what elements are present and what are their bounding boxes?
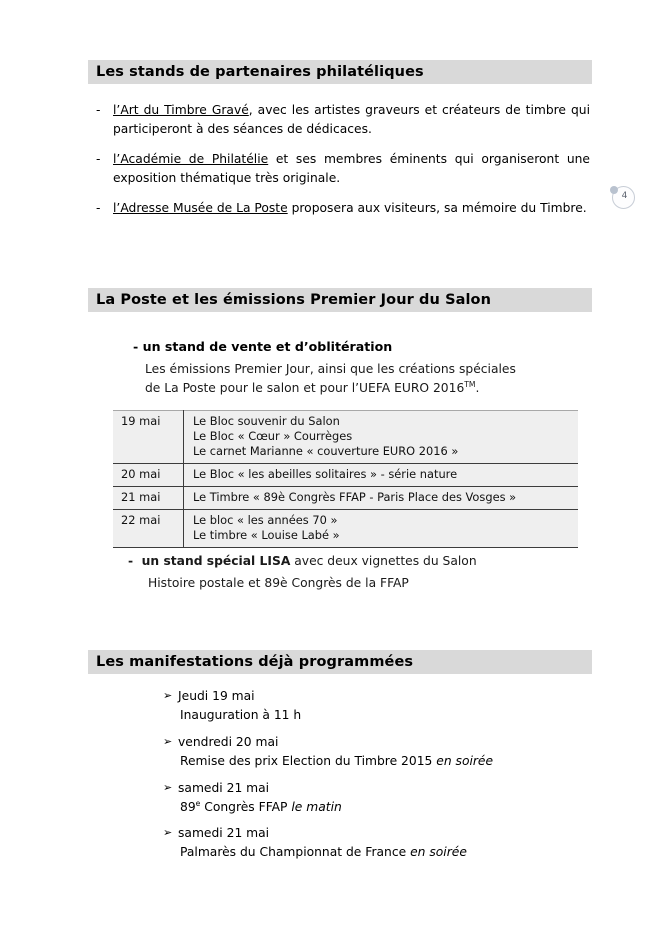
list-item — [163, 824, 467, 861]
stand-lisa-line2: Histoire postale et 89è Congrès de la FFAP — [148, 575, 409, 590]
table-cell-line: Le carnet Marianne « couverture EURO 2016 » — [193, 444, 459, 458]
table-cell-line: Le timbre « Louise Labé » — [193, 528, 340, 542]
list-item-line2 — [180, 706, 301, 725]
table-cell-date: 19 mai — [113, 411, 184, 464]
table-cell-date: 22 mai — [113, 510, 184, 548]
list-item-rest: et ses membres éminents qui organiseront une exposition thématique très originale. — [113, 152, 590, 185]
page-annotation-marker[interactable] — [612, 186, 635, 209]
stand-lisa-line1 — [128, 552, 578, 571]
table-row — [113, 411, 578, 464]
stand-lisa-block — [128, 552, 578, 592]
stand-lisa-dash: - — [128, 554, 134, 568]
section-title-text: Les manifestations déjà programmées — [96, 653, 414, 670]
page-marker-number: 4 — [621, 190, 628, 201]
list-item — [96, 199, 590, 218]
list-item — [96, 101, 590, 138]
list-item-line1: samedi 21 mai — [178, 781, 270, 795]
list-item-rest: proposera aux visiteurs, sa mémoire du Timbre. — [287, 201, 587, 215]
arrow-bullet-icon: ➢ — [163, 735, 173, 748]
stand-lisa-bold: un stand spécial LISA — [141, 554, 291, 568]
table-cell-description — [184, 487, 579, 510]
table-cell-line: Le Bloc souvenir du Salon — [193, 414, 340, 428]
line2-pre: Palmarès du Championnat de France — [180, 844, 411, 859]
list-item — [163, 733, 493, 770]
line2-mid: Congrès FFAP — [200, 799, 292, 814]
table-cell-line: Le Bloc « les abeilles solitaires » - série nature — [193, 467, 458, 481]
section-heading-stands-partenaires — [88, 60, 592, 84]
list-item-body — [178, 779, 342, 816]
list-item-line1: vendredi 20 mai — [178, 735, 279, 749]
stand-vente-line2-pre: de La Poste pour le salon et pour l’UEFA EURO 2016 — [145, 380, 465, 395]
subheading-stand-vente: - un stand de vente et d’oblitération — [133, 339, 393, 354]
list-item — [163, 687, 301, 724]
dash-bullet-icon: - — [96, 152, 101, 166]
list-item-rest: , avec les artistes graveurs et créateurs de timbre qui participeront à des séances de dédicaces. — [113, 103, 590, 136]
table-cell-line: Le bloc « les années 70 » — [193, 513, 338, 527]
list-item-lead: l’Art du Timbre Gravé — [113, 103, 249, 117]
table-row — [113, 464, 578, 487]
section-title-text: Les stands de partenaires philatéliques — [96, 63, 424, 80]
section-heading-emissions-premier-jour — [88, 288, 592, 312]
marker-dot-icon — [610, 186, 618, 194]
schedule-table — [113, 410, 578, 548]
stand-vente-line2 — [145, 379, 575, 398]
line2-pre: Inauguration à 11 h — [180, 707, 302, 722]
list-item-body — [178, 733, 493, 770]
line2-italic: en soirée — [410, 844, 467, 859]
list-item-body — [113, 150, 590, 187]
list-item-lead: l’Adresse Musée de La Poste — [113, 201, 288, 215]
table-cell-line: Le Timbre « 89è Congrès FFAP - Paris Place des Vosges » — [193, 490, 517, 504]
list-item-line2 — [180, 752, 493, 771]
line2-italic: en soirée — [436, 753, 494, 768]
table-cell-date: 21 mai — [113, 487, 184, 510]
section-heading-manifestations — [88, 650, 592, 674]
table-cell-description — [184, 510, 579, 548]
line2-pre: 89 — [180, 799, 196, 814]
arrow-bullet-icon: ➢ — [163, 826, 173, 839]
stand-vente-line2-post: . — [475, 380, 480, 395]
table-row — [113, 487, 578, 510]
list-item-body — [113, 101, 590, 138]
line2-italic: le matin — [291, 799, 342, 814]
stand-vente-line1: Les émissions Premier Jour, ainsi que les créations spéciales — [145, 362, 516, 376]
arrow-bullet-icon: ➢ — [163, 689, 173, 702]
ordinal-superscript: e — [195, 798, 201, 808]
stand-vente-description — [145, 360, 575, 397]
list-item-lead: l’Académie de Philatélie — [113, 152, 269, 166]
list-item-line2 — [180, 843, 467, 862]
table-row — [113, 510, 578, 548]
list-item-line2 — [180, 798, 342, 817]
trademark-superscript: TM — [464, 379, 476, 389]
arrow-bullet-icon: ➢ — [163, 781, 173, 794]
list-item-line1: Jeudi 19 mai — [178, 689, 255, 703]
section-title-text: La Poste et les émissions Premier Jour du Salon — [96, 291, 492, 308]
table-cell-description — [184, 464, 579, 487]
dash-bullet-icon: - — [96, 201, 101, 215]
list-item-line1: samedi 21 mai — [178, 826, 270, 840]
list-item — [163, 779, 342, 816]
stand-lisa-rest: avec deux vignettes du Salon — [290, 554, 477, 568]
dash-bullet-icon: - — [96, 103, 101, 117]
list-item-body — [178, 824, 467, 861]
list-item-body — [178, 687, 301, 724]
table-cell-line: Le Bloc « Cœur » Courrèges — [193, 429, 353, 443]
list-item — [96, 150, 590, 187]
list-item-body — [113, 199, 590, 218]
table-cell-description — [184, 411, 579, 464]
table-cell-date: 20 mai — [113, 464, 184, 487]
line2-pre: Remise des prix Election du Timbre 2015 — [180, 753, 437, 768]
